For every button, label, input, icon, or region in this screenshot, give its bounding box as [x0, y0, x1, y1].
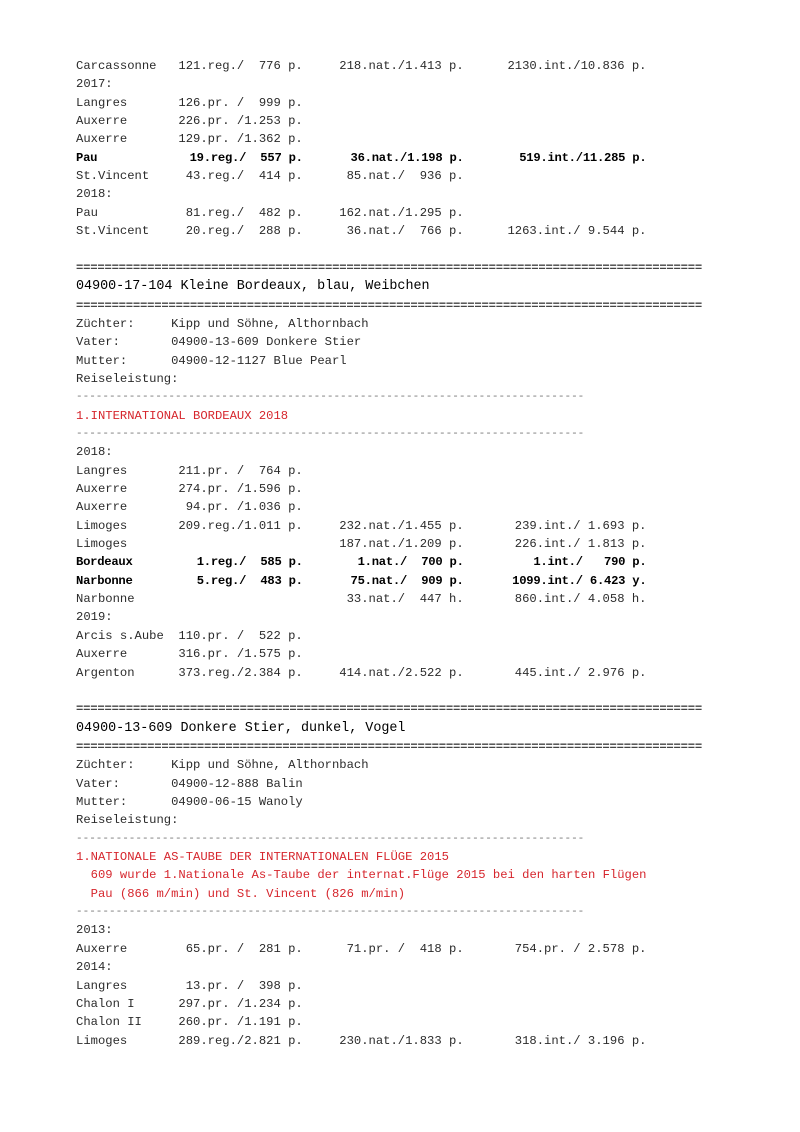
double-separator: ======================================================================================== — [76, 702, 703, 717]
result-regional: 110.pr. / 522 p. — [178, 628, 303, 643]
result-row — [76, 130, 646, 148]
pedigree-info-row — [76, 370, 716, 388]
race-place: Limoges — [76, 1033, 128, 1048]
result-regional: 1.reg./ 585 p. — [196, 555, 303, 570]
result-international: 445.int./ 2.976 p. — [514, 665, 647, 680]
result-national: 218.nat./1.413 p. — [339, 59, 464, 73]
double-separator: ======================================================================================== — [76, 740, 703, 755]
result-row — [76, 462, 646, 480]
race-place: Auxerre — [76, 132, 128, 147]
result-national: 71.pr. / 418 p. — [346, 941, 464, 956]
result-row — [76, 94, 646, 112]
race-place: Auxerre — [76, 114, 128, 129]
single-separator: ----------------------------------------------------------------------------- — [76, 391, 585, 404]
info-label: Vater: — [76, 776, 120, 791]
info-value: Kipp und Söhne, Althornbach — [171, 758, 369, 773]
result-row — [76, 590, 646, 608]
result-row — [76, 112, 646, 130]
race-place: Chalon II — [76, 1015, 142, 1030]
spacer — [76, 240, 716, 258]
race-place: Pau — [76, 205, 98, 220]
race-place: Langres — [76, 978, 128, 993]
result-regional: 129.pr. /1.362 p. — [178, 132, 303, 147]
result-regional: 65.pr. / 281 p. — [185, 941, 303, 956]
result-international: 754.pr. / 2.578 p. — [514, 941, 647, 956]
info-label: Mutter: — [76, 353, 128, 368]
result-regional: 260.pr. /1.191 p. — [178, 1015, 303, 1030]
result-row — [76, 553, 646, 571]
result-regional: 94.pr. /1.036 p. — [185, 500, 303, 515]
race-place: Pau — [76, 150, 98, 165]
result-international: 1.int./ 790 p. — [533, 555, 647, 570]
pigeon-section — [76, 682, 716, 1050]
race-place: Auxerre — [76, 941, 128, 956]
result-row — [76, 167, 646, 185]
result-regional: 211.pr. / 764 p. — [178, 463, 303, 478]
result-national: 414.nat./2.522 p. — [339, 665, 464, 680]
race-place: Limoges — [76, 518, 128, 533]
info-label: Züchter: — [76, 316, 135, 331]
result-row — [76, 1013, 646, 1031]
result-international: 860.int./ 4.058 h. — [514, 592, 647, 607]
info-label: Mutter: — [76, 795, 128, 810]
result-international: 318.int./ 3.196 p. — [514, 1033, 647, 1048]
result-row — [76, 57, 646, 75]
achievement-highlight: 1.NATIONALE AS-TAUBE DER INTERNATIONALEN FLÜGE 2015 — [76, 850, 449, 865]
pedigree-info-row — [76, 793, 716, 811]
double-separator: ======================================================================================== — [76, 298, 703, 313]
document-page — [76, 57, 716, 1050]
pedigree-info-row — [76, 775, 716, 793]
race-place: Auxerre — [76, 500, 128, 515]
result-national: 187.nat./1.209 p. — [339, 537, 464, 552]
result-national: 33.nat./ 447 h. — [346, 592, 464, 607]
result-international: 2130.int./10.836 p. — [507, 59, 647, 73]
race-place: St.Vincent — [76, 224, 150, 239]
race-place: Auxerre — [76, 482, 128, 497]
result-international: 1099.int./ 6.423 y. — [512, 573, 647, 588]
result-row — [76, 149, 646, 167]
race-place: Langres — [76, 95, 128, 110]
double-separator: ======================================================================================== — [76, 260, 703, 275]
result-row — [76, 222, 646, 240]
race-place: Langres — [76, 463, 128, 478]
pedigree-info-row — [76, 811, 716, 829]
result-national: 1.nat./ 700 p. — [357, 555, 464, 570]
race-place: Argenton — [76, 665, 135, 680]
race-place: Chalon I — [76, 996, 135, 1011]
year-label: 2013: — [76, 923, 113, 938]
result-national: 36.nat./ 766 p. — [346, 224, 464, 239]
pedigree-info-row — [76, 315, 716, 333]
spacer — [76, 682, 716, 700]
result-national: 36.nat./1.198 p. — [350, 150, 464, 165]
result-regional: 274.pr. /1.596 p. — [178, 482, 303, 497]
result-international: 226.int./ 1.813 p. — [514, 537, 647, 552]
result-regional: 13.pr. / 398 p. — [185, 978, 303, 993]
info-value: 04900-13-609 Donkere Stier — [171, 335, 362, 350]
result-row — [76, 977, 646, 995]
info-value: 04900-06-15 Wanoly — [171, 795, 303, 810]
info-label: Reiseleistung: — [76, 813, 179, 828]
result-regional: 126.pr. / 999 p. — [178, 95, 303, 110]
achievement-highlight: 1.INTERNATIONAL BORDEAUX 2018 — [76, 408, 289, 423]
result-regional: 121.reg./ 776 p. — [178, 59, 303, 73]
race-place: Carcassonne — [76, 59, 157, 73]
result-regional: 297.pr. /1.234 p. — [178, 996, 303, 1011]
race-place: Limoges — [76, 537, 128, 552]
single-separator: ----------------------------------------------------------------------------- — [76, 906, 585, 919]
race-place: Arcis s.Aube — [76, 628, 164, 643]
race-place: Narbonne — [76, 592, 135, 607]
result-row — [76, 995, 646, 1013]
result-regional: 289.reg./2.821 p. — [178, 1033, 303, 1048]
result-row — [76, 664, 646, 682]
result-regional: 43.reg./ 414 p. — [185, 169, 303, 184]
result-regional: 20.reg./ 288 p. — [185, 224, 303, 239]
result-row — [76, 535, 646, 553]
year-label: 2019: — [76, 610, 113, 625]
year-label: 2018: — [76, 445, 113, 460]
achievement-highlight: Pau (866 m/min) und St. Vincent (826 m/min) — [90, 886, 406, 901]
race-place: St.Vincent — [76, 169, 150, 184]
single-separator: ----------------------------------------------------------------------------- — [76, 832, 585, 845]
result-national: 232.nat./1.455 p. — [339, 518, 464, 533]
info-value: 04900-12-1127 Blue Pearl — [171, 353, 347, 368]
result-row — [76, 204, 646, 222]
result-national: 230.nat./1.833 p. — [339, 1033, 464, 1048]
result-regional: 5.reg./ 483 p. — [196, 573, 303, 588]
result-international: 519.int./11.285 p. — [519, 150, 647, 165]
pigeon-heading: 04900-17-104 Kleine Bordeaux, blau, Weibchen — [76, 279, 430, 295]
result-regional: 81.reg./ 482 p. — [185, 205, 303, 220]
result-national: 85.nat./ 936 p. — [346, 169, 464, 184]
result-row — [76, 517, 646, 535]
race-place: Auxerre — [76, 647, 128, 662]
result-regional: 19.reg./ 557 p. — [189, 150, 303, 165]
result-international: 1263.int./ 9.544 p. — [507, 224, 647, 239]
info-value: Kipp und Söhne, Althornbach — [171, 316, 369, 331]
result-row — [76, 498, 646, 516]
year-label: 2017: — [76, 77, 113, 92]
result-national: 75.nat./ 909 p. — [350, 573, 464, 588]
result-international: 239.int./ 1.693 p. — [514, 518, 647, 533]
year-label: 2018: — [76, 187, 113, 202]
result-row — [76, 645, 646, 663]
year-label: 2014: — [76, 960, 113, 975]
result-regional: 373.reg./2.384 p. — [178, 665, 303, 680]
result-regional: 316.pr. /1.575 p. — [178, 647, 303, 662]
result-national: 162.nat./1.295 p. — [339, 205, 464, 220]
pedigree-info-row — [76, 352, 716, 370]
result-row — [76, 572, 646, 590]
race-place: Bordeaux — [76, 555, 133, 570]
result-regional: 226.pr. /1.253 p. — [178, 114, 303, 129]
result-row — [76, 1032, 646, 1050]
pigeon-section — [76, 240, 716, 681]
race-place: Narbonne — [76, 573, 133, 588]
pedigree-info-row — [76, 756, 716, 774]
single-separator: ----------------------------------------------------------------------------- — [76, 428, 585, 441]
info-label: Vater: — [76, 335, 120, 350]
achievement-highlight: 609 wurde 1.Nationale As-Taube der internat.Flüge 2015 bei den harten Flügen — [90, 868, 647, 883]
result-row — [76, 627, 646, 645]
info-label: Reiseleistung: — [76, 372, 179, 386]
pigeon-heading: 04900-13-609 Donkere Stier, dunkel, Vogel — [76, 720, 406, 736]
pedigree-info-row — [76, 333, 716, 351]
info-value: 04900-12-888 Balin — [171, 776, 303, 791]
info-label: Züchter: — [76, 758, 135, 773]
result-regional: 209.reg./1.011 p. — [178, 518, 303, 533]
results-continuation — [76, 57, 716, 240]
result-row — [76, 480, 646, 498]
result-row — [76, 940, 646, 958]
